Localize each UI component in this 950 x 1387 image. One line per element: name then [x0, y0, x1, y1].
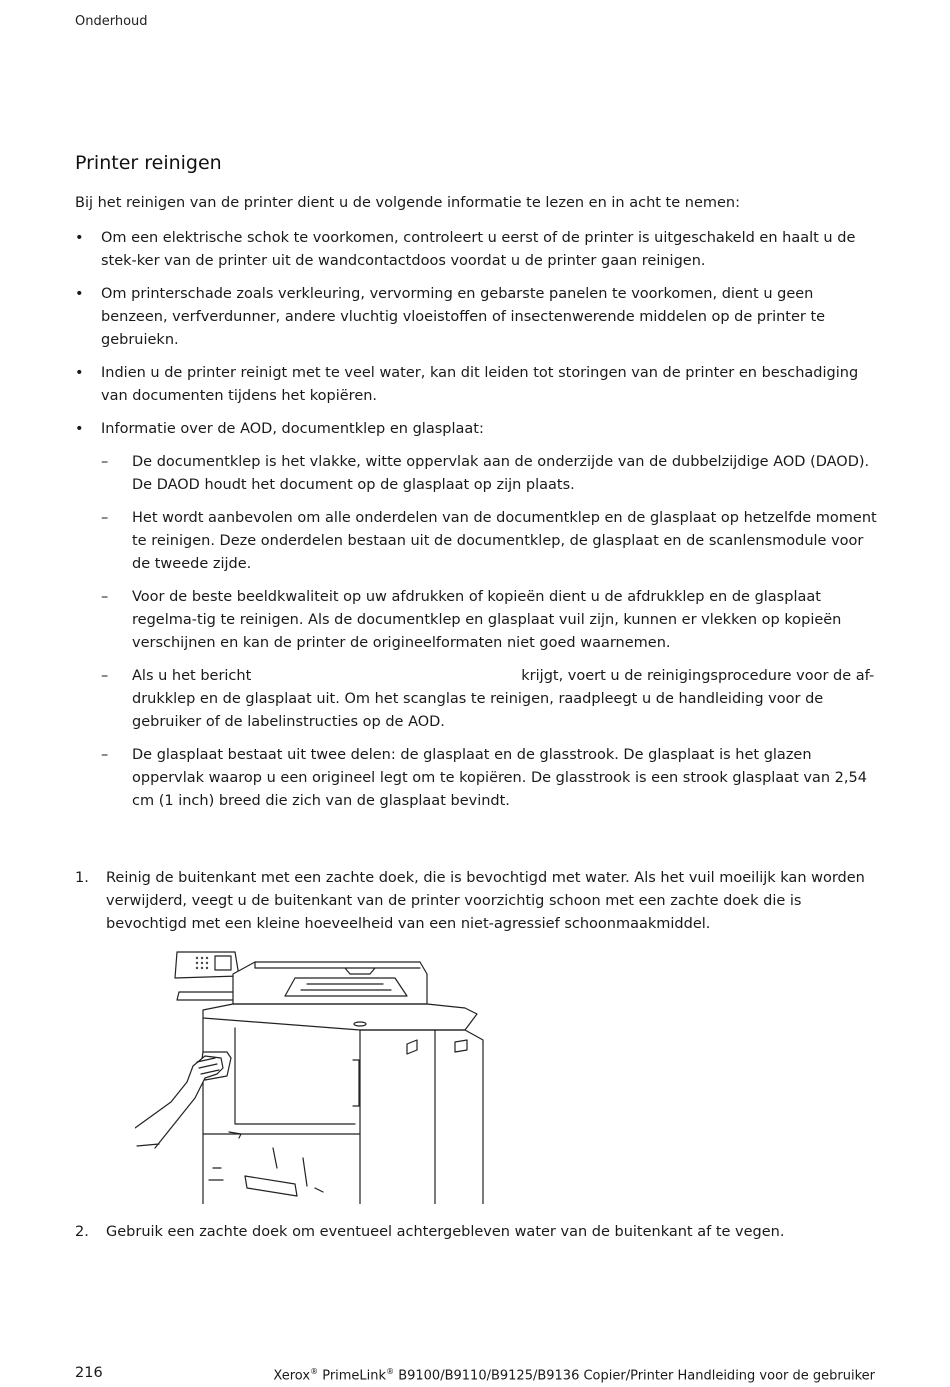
sub-item-text-before: Als u het bericht	[132, 668, 252, 684]
bullet-item: • Om een elektrische schok te voorkomen, controleert u eerst of de printer is uitgeschakeld en haalt u de stek-ker van de printer uit de wandcontactdoos voordat u de printer gaan reinigen.	[75, 227, 880, 273]
procedure-steps	[75, 867, 875, 936]
step-item	[75, 1221, 875, 1244]
sub-item-text-after: krijgt, voert u de reinigingsprocedure voor de af-drukklep en de glasplaat uit. Om het scanglas te reinigen, raadpleegt u de handleiding voor de gebruiker of de labelinstructies op de AOD.	[132, 668, 875, 730]
step-number: 1.	[75, 870, 89, 886]
step-text: Gebruik een zachte doek om eventueel achtergebleven water van de buitenkant af te vegen.	[106, 1224, 785, 1240]
bullet-item-text: Informatie over de AOD, documentklep en glasplaat:	[101, 421, 484, 437]
bullet-item: • Om printerschade zoals verkleuring, vervorming en gebarste panelen te voorkomen, dient u geen benzeen, verfverdunner, andere vluchtig vloeistoffen of insectenwerende middelen op de printer te gebruiekn.	[75, 283, 880, 352]
bullet-item: • Indien u de printer reinigt met te veel water, kan dit leiden tot storingen van de printer en beschadiging van documenten tijdens het kopiëren.	[75, 362, 880, 408]
footer-brand: Xerox	[273, 1368, 311, 1384]
sub-item: – Het wordt aanbevolen om alle onderdelen van de documentklep en de glasplaat op hetzelfde moment te reinigen. Deze onderdelen bestaan uit de documentklep, de glasplaat en de scanlensmodule voor de tweede zijde.	[101, 507, 880, 576]
step-text: Reinig de buitenkant met een zachte doek, die is bevochtigd met water. Als het vuil moeilijk kan worden verwijderd, veegt u de buitenkant van de printer voorzichtig schoon met een zachte doek die is bevochtigd met een kleine hoeveelheid van een niet-agressief schoonmaakmiddel.	[106, 870, 865, 932]
sub-item: – De glasplaat bestaat uit twee delen: de glasplaat en de glasstrook. De glasplaat is het glazen oppervlak waarop u een origineel legt om te kopiëren. De glasstrook is een strook glasplaat van 2,54 cm (1 inch) breed die zich van de glasplaat bevindt.	[101, 744, 880, 813]
step-number: 2.	[75, 1224, 89, 1240]
section-title: Printer reinigen	[75, 152, 222, 174]
registered-mark: ®	[386, 1367, 395, 1376]
sub-item: – De documentklep is het vlakke, witte oppervlak aan de onderzijde van de dubbelzijdige AOD (DAOD). De DAOD houdt het document op de glasplaat op zijn plaats.	[101, 451, 880, 497]
running-header: Onderhoud	[75, 14, 148, 29]
page-number: 216	[75, 1365, 103, 1381]
intro-paragraph: Bij het reinigen van de printer dient u de volgende informatie te lezen en in acht te nemen:	[75, 195, 741, 211]
registered-mark: ®	[310, 1367, 319, 1376]
bullet-item	[75, 418, 880, 813]
info-bullet-list	[75, 227, 880, 823]
footer-document-title	[273, 1367, 875, 1383]
sub-item	[101, 665, 880, 734]
step-item	[75, 867, 875, 936]
sub-item: – Voor de beste beeldkwaliteit op uw afdrukken of kopieën dient u de afdrukklep en de glasplaat regelma-tig te reinigen. Als de documentklep en glasplaat vuil zijn, kunnen er vlekken op kopieën verschijnen en kan de printer de origineelformaten niet goed waarnemen.	[101, 586, 880, 655]
footer-product: PrimeLink	[322, 1368, 387, 1384]
sub-list	[101, 451, 880, 813]
footer-models: B9100/B9110/B9125/B9136 Copier/Printer Handleiding voor de gebruiker	[398, 1368, 875, 1384]
printer-cleaning-illustration	[135, 948, 487, 1204]
